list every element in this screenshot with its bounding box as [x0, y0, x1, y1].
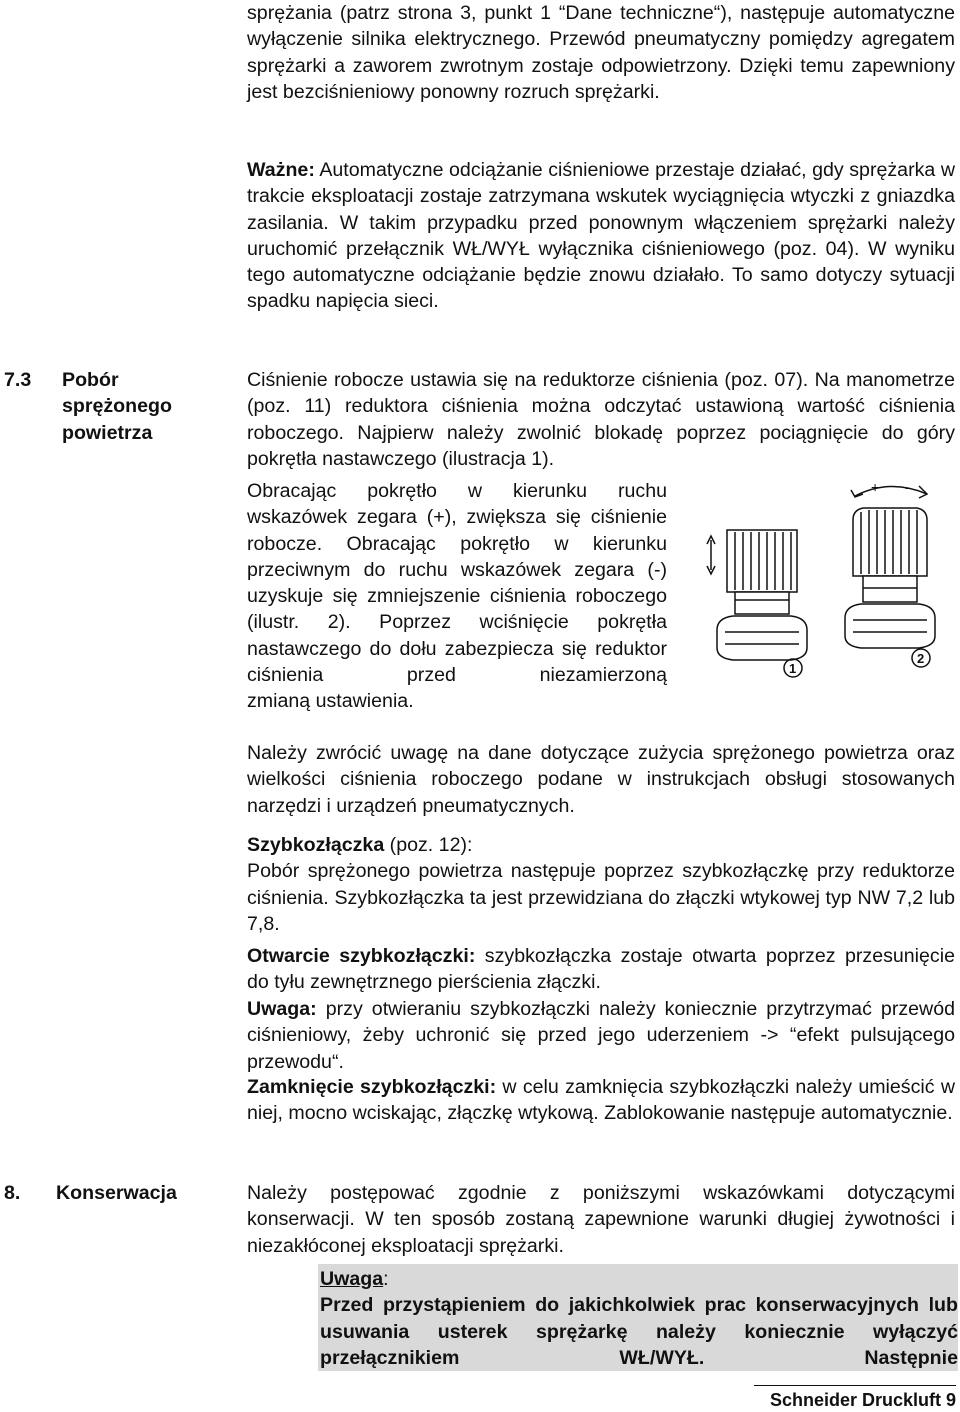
section-8-number: 8. — [4, 1182, 21, 1204]
maintenance-warning-box: Uwaga: Przed przystąpieniem do jakichkolwiek prac konserwacyjnych lub usuwania usterek sprężarkę należy koniecznie wyłączyć przełącznikiem WŁ/WYŁ. Następnie — [318, 1264, 958, 1371]
section-7-3-title: Pobór sprężonego powietrza — [62, 369, 172, 444]
regulator-knob-illustration — [705, 480, 960, 685]
quick-coupler-paragraph: Szybkozłączka (poz. 12): Pobór sprężonego powietrza następuje poprzez szybkozłączkę przy reduktorze ciśnienia. Szybkozłączka ta jest przewidziana do złączki wtykowej typ NW 7,2 lub 7,8. — [247, 834, 955, 935]
rotation-plus-label: + — [871, 480, 880, 495]
intro-text: sprężania (patrz strona 3, punkt 1 “Dane techniczne“), następuje automatyczne wyłączenie silnika elektrycznego. Przewód pneumatyczny pomiędzy agregatem sprężarki a zaworem zwrotnym zostaje odpowietrzony. Dzięki temu zapewniony jest bezciśnieniowy ponowny rozruch sprężarki. — [247, 2, 955, 103]
caution-paragraph: Uwaga: przy otwieraniu szybkozłączki należy koniecznie przytrzymać przewód ciśnieniowy, żeby uchronić się przed jego uderzeniem -> “efekt pulsującego przewodu“. — [247, 998, 955, 1073]
quick-coupler-label: Szybkozłączka — [247, 834, 385, 856]
figure-2-number: 2 — [917, 651, 925, 666]
knob-2-drawing — [845, 486, 935, 648]
pressure-setting-paragraph: Ciśnienie robocze ustawia się na reduktorze ciśnienia (poz. 07). Na manometrze (poz. 11) reduktora ciśnienia można odczytać ustawioną wartość ciśnienia roboczego. Najpierw należy zwolnić blokadę poprzez pociągnięcie do góry pokrętła nastawczego (ilustracja 1). — [247, 369, 955, 470]
warning-text: Przed przystąpieniem do jakichkolwiek prac konserwacyjnych lub usuwania usterek sprężarkę należy koniecznie wyłączyć przełącznikiem WŁ/WYŁ. Następnie — [320, 1294, 958, 1369]
knob-rotation-paragraph: Obracając pokrętło w kierunku ruchu wskazówek zegara (+), zwiększa się ciśnienie robocze. Obracając pokrętło w kierunku przeciwnym do ruchu wskazówek zegara (-) uzyskuje się zmniejszenie ciśnienia roboczego (ilustr. 2). Poprzez wciśnięcie pokrętła nastawczego do dołu zabezpiecza się reduktor ciśnienia przed niezamierzoną zmianą ustawienia. — [247, 480, 667, 713]
important-note — [247, 157, 955, 315]
important-text: Automatyczne odciążanie ciśnieniowe przestaje działać, gdy sprężarka w trakcie eksploatacji zostaje zatrzymana wskutek wyciągnięcia wtyczki z gniazdka zasilania. W takim przypadku przed ponownym włączeniem sprężarki należy uruchomić przełącznik WŁ/WYŁ wyłącznika ciśnieniowego (poz. 04). W wyniku tego automatyczne odciążanie będzie znowu działało. To samo dotyczy sytuacji spadku napięcia sieci. — [247, 159, 955, 313]
figure-1-number: 1 — [789, 661, 797, 676]
knob-1-drawing — [707, 530, 807, 660]
usage-data-paragraph: Należy zwrócić uwagę na dane dotyczące zużycia sprężonego powietrza oraz wielkości ciśnienia roboczego podane w instrukcjach obsługi stosowanych narzędzi i urządzeń pneumatycznych. — [247, 742, 955, 817]
opening-coupler-paragraph: Otwarcie szybkozłączki: szybkozłączka zostaje otwarta poprzez przesunięcie do tyłu zewnętrznego pierścienia złączki. — [247, 945, 955, 994]
maintenance-paragraph: Należy postępować zgodnie z poniższymi wskazówkami dotyczącymi konserwacji. W ten sposób zostaną zapewnione warunki długiej żywotności i niezakłóconej eksploatacji sprężarki. — [247, 1182, 955, 1257]
warning-label: Uwaga — [320, 1268, 384, 1290]
rotation-minus-label: - — [905, 480, 910, 495]
section-8-title: Konserwacja — [56, 1182, 177, 1204]
important-label: Ważne: — [247, 159, 315, 181]
page-footer: Schneider Druckluft 9 — [754, 1385, 956, 1412]
closing-coupler-paragraph: Zamknięcie szybkozłączki: w celu zamknięcia szybkozłączki należy umieścić w niej, mocno wciskając, złączkę wtykową. Zablokowanie następuje automatycznie. — [247, 1076, 955, 1125]
intro-paragraph — [247, 0, 955, 105]
section-7-3-number: 7.3 — [4, 369, 32, 391]
